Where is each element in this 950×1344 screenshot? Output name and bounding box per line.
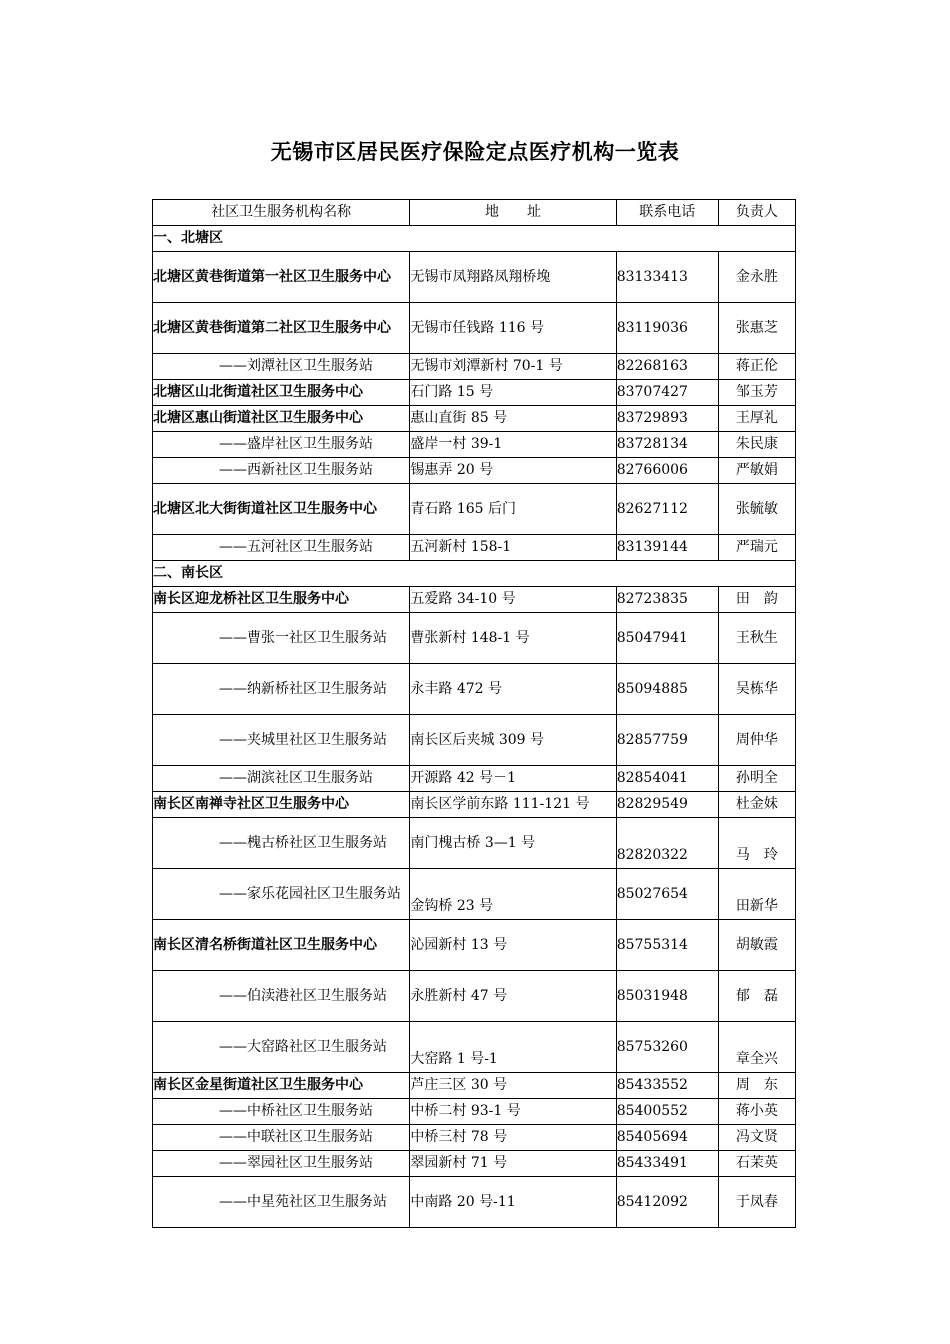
institution-name: 北塘区山北街道社区卫生服务中心 <box>153 380 410 406</box>
institution-phone: 82854041 <box>616 766 718 792</box>
table-row <box>153 1099 796 1125</box>
institution-manager: 王厚礼 <box>718 406 795 432</box>
institution-manager: 蒋正伦 <box>718 354 795 380</box>
phone-text: 85753260 <box>616 1038 688 1055</box>
institution-phone: 82829549 <box>616 792 718 818</box>
institution-name: 北塘区惠山街道社区卫生服务中心 <box>153 406 410 432</box>
institution-name: ——刘潭社区卫生服务站 <box>153 354 410 380</box>
table-row <box>153 1022 796 1073</box>
institution-manager: 郁 磊 <box>718 971 795 1022</box>
institution-name: ——曹张一社区卫生服务站 <box>153 613 410 664</box>
district-row <box>153 226 796 252</box>
institution-address: 永丰路 472 号 <box>410 664 616 715</box>
table-row <box>153 484 796 535</box>
institution-address: 中南路 20 号-11 <box>410 1177 616 1228</box>
institution-manager: 严敏娟 <box>718 458 795 484</box>
institution-phone: 82857759 <box>616 715 718 766</box>
institution-name: ——中星苑社区卫生服务站 <box>153 1177 410 1228</box>
institution-manager: 邹玉芳 <box>718 380 795 406</box>
institution-phone: 83133413 <box>616 252 718 303</box>
institution-phone <box>616 818 718 869</box>
institution-name: 南长区南禅寺社区卫生服务中心 <box>153 792 410 818</box>
institution-phone: 83729893 <box>616 406 718 432</box>
table-row <box>153 535 796 561</box>
institution-address: 曹张新村 148-1 号 <box>410 613 616 664</box>
institution-manager: 蒋小英 <box>718 1099 795 1125</box>
table-row <box>153 869 796 920</box>
institution-table <box>152 199 796 1228</box>
institution-address: 芦庄三区 30 号 <box>410 1073 616 1099</box>
institution-manager: 杜金妹 <box>718 792 795 818</box>
phone-text: 85027654 <box>616 885 688 902</box>
institution-phone: 83139144 <box>616 535 718 561</box>
institution-address: 五爱路 34-10 号 <box>410 587 616 613</box>
institution-manager: 孙明全 <box>718 766 795 792</box>
institution-manager: 严瑞元 <box>718 535 795 561</box>
institution-manager: 于凤春 <box>718 1177 795 1228</box>
institution-manager: 金永胜 <box>718 252 795 303</box>
institution-phone: 83728134 <box>616 432 718 458</box>
institution-address: 惠山直街 85 号 <box>410 406 616 432</box>
table-row <box>153 252 796 303</box>
table-row <box>153 380 796 406</box>
institution-phone <box>616 1022 718 1073</box>
institution-phone: 85405694 <box>616 1125 718 1151</box>
institution-address: 无锡市任钱路 116 号 <box>410 303 616 354</box>
institution-name: ——夹城里社区卫生服务站 <box>153 715 410 766</box>
institution-manager: 冯文贤 <box>718 1125 795 1151</box>
institution-phone: 82723835 <box>616 587 718 613</box>
table-row <box>153 766 796 792</box>
institution-address: 无锡市刘潭新村 70-1 号 <box>410 354 616 380</box>
institution-name: ——翠园社区卫生服务站 <box>153 1151 410 1177</box>
institution-manager <box>718 818 795 869</box>
table-row <box>153 664 796 715</box>
table-row <box>153 458 796 484</box>
institution-address: 开源路 42 号－1 <box>410 766 616 792</box>
institution-name: ——中联社区卫生服务站 <box>153 1125 410 1151</box>
institution-address <box>410 869 616 920</box>
page-title: 无锡市区居民医疗保险定点医疗机构一览表 <box>270 139 680 164</box>
address-text: 金钩桥 23 号 <box>410 897 494 914</box>
table-row <box>153 1177 796 1228</box>
column-header-manager: 负责人 <box>718 200 795 226</box>
table-row <box>153 920 796 971</box>
table-row <box>153 818 796 869</box>
institution-manager: 田 韵 <box>718 587 795 613</box>
institution-address: 盛岸一村 39-1 <box>410 432 616 458</box>
institution-manager: 张惠芝 <box>718 303 795 354</box>
institution-address <box>410 818 616 869</box>
institution-phone: 85412092 <box>616 1177 718 1228</box>
column-header-phone: 联系电话 <box>616 200 718 226</box>
table-header-row <box>153 200 796 226</box>
table-row <box>153 406 796 432</box>
institution-address: 沁园新村 13 号 <box>410 920 616 971</box>
institution-name: ——纳新桥社区卫生服务站 <box>153 664 410 715</box>
institution-name: ——湖滨社区卫生服务站 <box>153 766 410 792</box>
institution-phone: 85433552 <box>616 1073 718 1099</box>
institution-address: 永胜新村 47 号 <box>410 971 616 1022</box>
address-text: 南门槐古桥 3—1 号 <box>410 834 536 851</box>
table-row <box>153 303 796 354</box>
institution-address: 五河新村 158-1 <box>410 535 616 561</box>
district-row <box>153 561 796 587</box>
institution-address: 青石路 165 后门 <box>410 484 616 535</box>
table-row <box>153 354 796 380</box>
manager-text: 章全兴 <box>735 1050 778 1067</box>
institution-name: ——伯渎港社区卫生服务站 <box>153 971 410 1022</box>
institution-address: 南长区学前东路 111-121 号 <box>410 792 616 818</box>
institution-manager: 王秋生 <box>718 613 795 664</box>
table-row <box>153 715 796 766</box>
institution-manager: 朱民康 <box>718 432 795 458</box>
table-row <box>153 587 796 613</box>
institution-manager <box>718 1022 795 1073</box>
column-header-name: 社区卫生服务机构名称 <box>153 200 410 226</box>
table-row <box>153 613 796 664</box>
phone-text: 82820322 <box>616 846 688 863</box>
institution-address: 锡惠弄 20 号 <box>410 458 616 484</box>
institution-name: ——大窑路社区卫生服务站 <box>153 1022 410 1073</box>
table-row <box>153 1125 796 1151</box>
institution-address: 无锡市凤翔路凤翔桥堍 <box>410 252 616 303</box>
institution-manager: 周仲华 <box>718 715 795 766</box>
institution-name: ——槐古桥社区卫生服务站 <box>153 818 410 869</box>
institution-name: 南长区迎龙桥社区卫生服务中心 <box>153 587 410 613</box>
district-label: 一、北塘区 <box>153 226 796 252</box>
institution-manager: 胡敏霞 <box>718 920 795 971</box>
institution-phone: 85047941 <box>616 613 718 664</box>
institution-address: 南长区后夹城 309 号 <box>410 715 616 766</box>
institution-address: 翠园新村 71 号 <box>410 1151 616 1177</box>
institution-name: ——中桥社区卫生服务站 <box>153 1099 410 1125</box>
institution-phone: 85433491 <box>616 1151 718 1177</box>
institution-name: 北塘区黄巷街道第二社区卫生服务中心 <box>153 303 410 354</box>
district-label: 二、南长区 <box>153 561 796 587</box>
institution-phone: 85755314 <box>616 920 718 971</box>
institution-phone: 82627112 <box>616 484 718 535</box>
table-row <box>153 1073 796 1099</box>
institution-manager: 吴栋华 <box>718 664 795 715</box>
institution-manager: 周 东 <box>718 1073 795 1099</box>
institution-phone: 82268163 <box>616 354 718 380</box>
manager-text: 田新华 <box>735 897 778 914</box>
institution-name: 南长区金星街道社区卫生服务中心 <box>153 1073 410 1099</box>
institution-name: ——家乐花园社区卫生服务站 <box>153 869 410 920</box>
table-row <box>153 1151 796 1177</box>
institution-name: 北塘区北大街街道社区卫生服务中心 <box>153 484 410 535</box>
institution-address: 中桥三村 78 号 <box>410 1125 616 1151</box>
institution-name: ——五河社区卫生服务站 <box>153 535 410 561</box>
institution-phone: 82766006 <box>616 458 718 484</box>
institution-name: ——西新社区卫生服务站 <box>153 458 410 484</box>
table-row <box>153 432 796 458</box>
institution-manager: 张毓敏 <box>718 484 795 535</box>
institution-phone: 83119036 <box>616 303 718 354</box>
table-row <box>153 971 796 1022</box>
manager-text: 马 玲 <box>735 846 778 863</box>
institution-phone: 83707427 <box>616 380 718 406</box>
institution-name: 北塘区黄巷街道第一社区卫生服务中心 <box>153 252 410 303</box>
institution-name: ——盛岸社区卫生服务站 <box>153 432 410 458</box>
institution-phone: 85400552 <box>616 1099 718 1125</box>
column-header-address: 地 址 <box>410 200 616 226</box>
institution-address: 中桥二村 93-1 号 <box>410 1099 616 1125</box>
institution-manager <box>718 869 795 920</box>
institution-address: 石门路 15 号 <box>410 380 616 406</box>
institution-phone: 85094885 <box>616 664 718 715</box>
institution-phone <box>616 869 718 920</box>
institution-manager: 石茉英 <box>718 1151 795 1177</box>
institution-name: 南长区清名桥街道社区卫生服务中心 <box>153 920 410 971</box>
address-text: 大窑路 1 号-1 <box>410 1050 498 1067</box>
table-row <box>153 792 796 818</box>
institution-address <box>410 1022 616 1073</box>
institution-phone: 85031948 <box>616 971 718 1022</box>
